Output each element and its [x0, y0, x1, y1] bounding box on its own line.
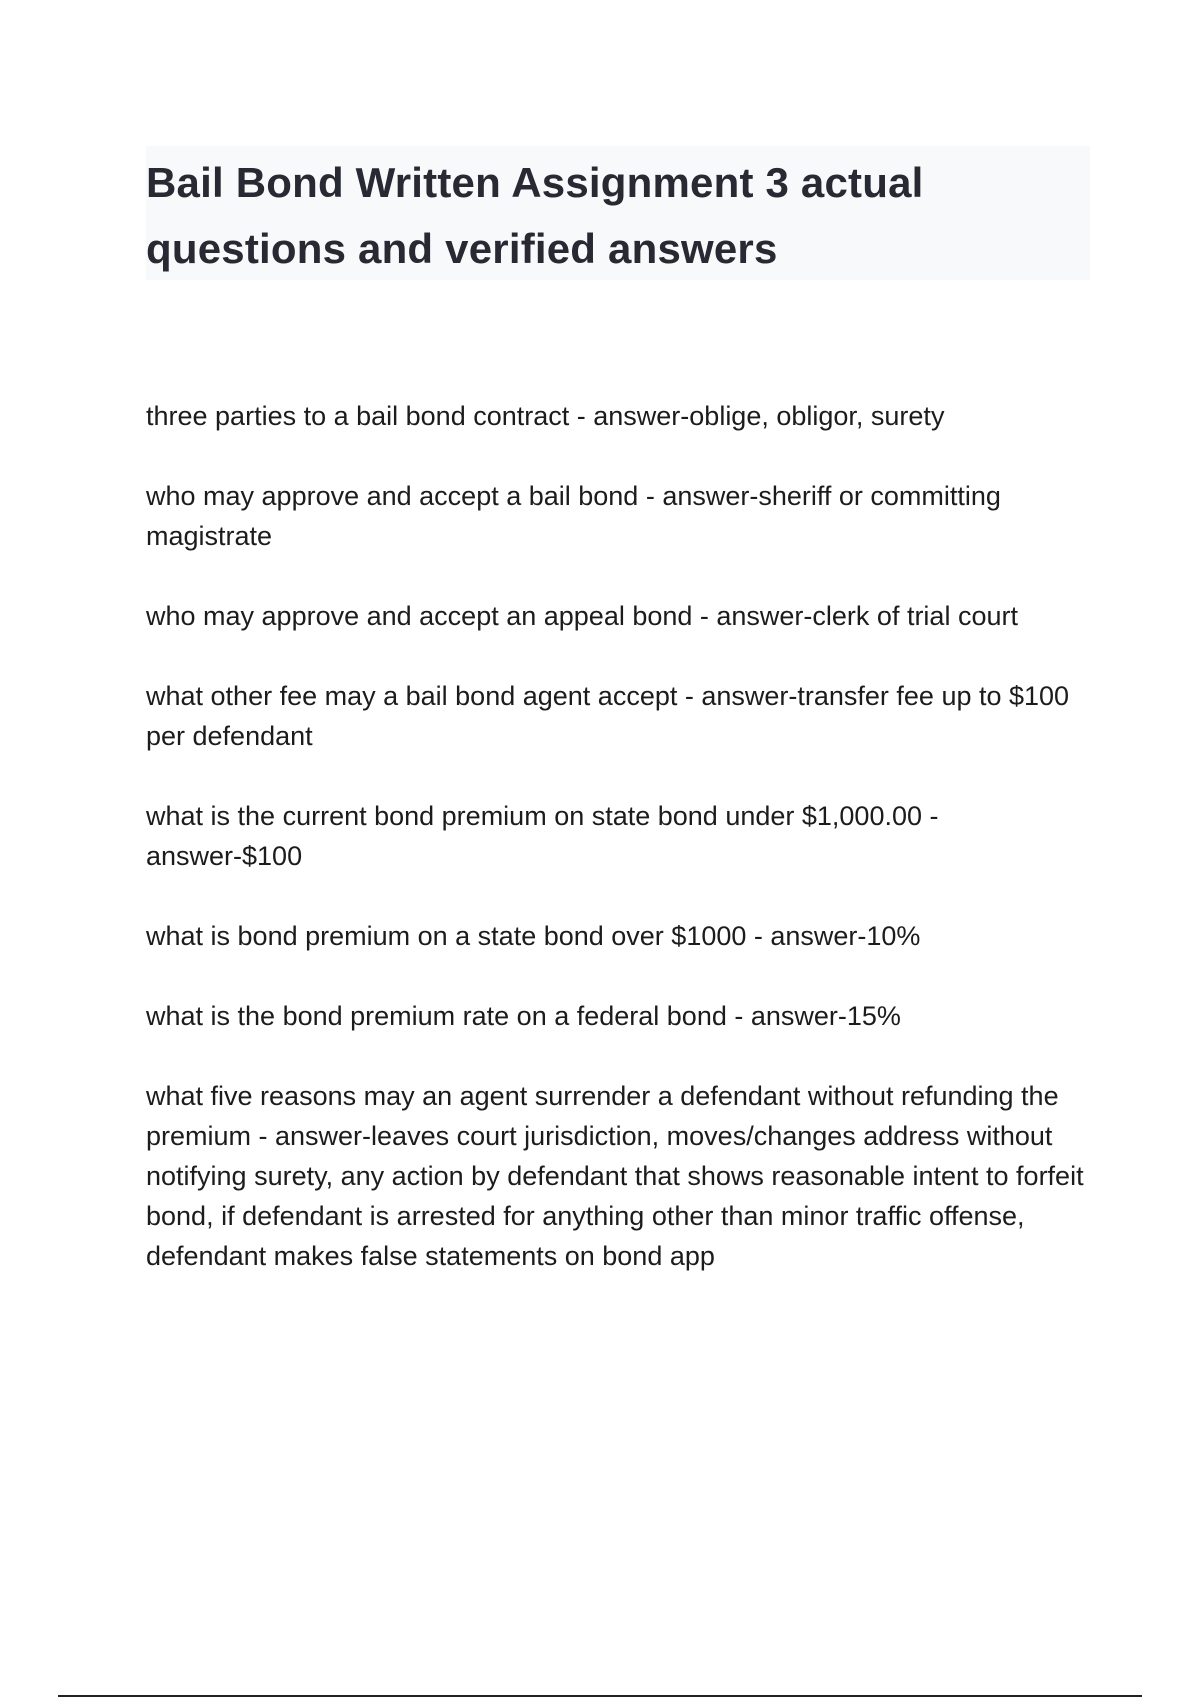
- qa-item: what is the bond premium rate on a federal bond - answer-15%: [146, 1001, 901, 1031]
- qa-list: [146, 396, 1090, 1316]
- qa-item: who may approve and accept a bail bond - answer-sheriff or committing magistrate: [146, 481, 1001, 551]
- title-block: [146, 146, 1090, 280]
- qa-item: what five reasons may an agent surrender a defendant without refunding the premium - answer-leaves court jurisdiction, moves/changes address without notifying surety, any action by defendant that shows reasonable intent to forfeit bond, if defendant is arrested for anything other than minor traffic offense, defendant makes false statements on bond app: [146, 1081, 1084, 1271]
- qa-item: three parties to a bail bond contract - answer-oblige, obligor, surety: [146, 401, 945, 431]
- qa-item: who may approve and accept an appeal bond - answer-clerk of trial court: [146, 601, 1018, 631]
- footer-divider: [58, 1695, 1142, 1697]
- page-title: Bail Bond Written Assignment 3 actual questions and verified answers: [146, 159, 924, 272]
- qa-item: what other fee may a bail bond agent accept - answer-transfer fee up to $100 per defendant: [146, 681, 1070, 751]
- qa-item: what is the current bond premium on state bond under $1,000.00 - answer-$100: [146, 801, 939, 871]
- qa-item: what is bond premium on a state bond over $1000 - answer-10%: [146, 921, 921, 951]
